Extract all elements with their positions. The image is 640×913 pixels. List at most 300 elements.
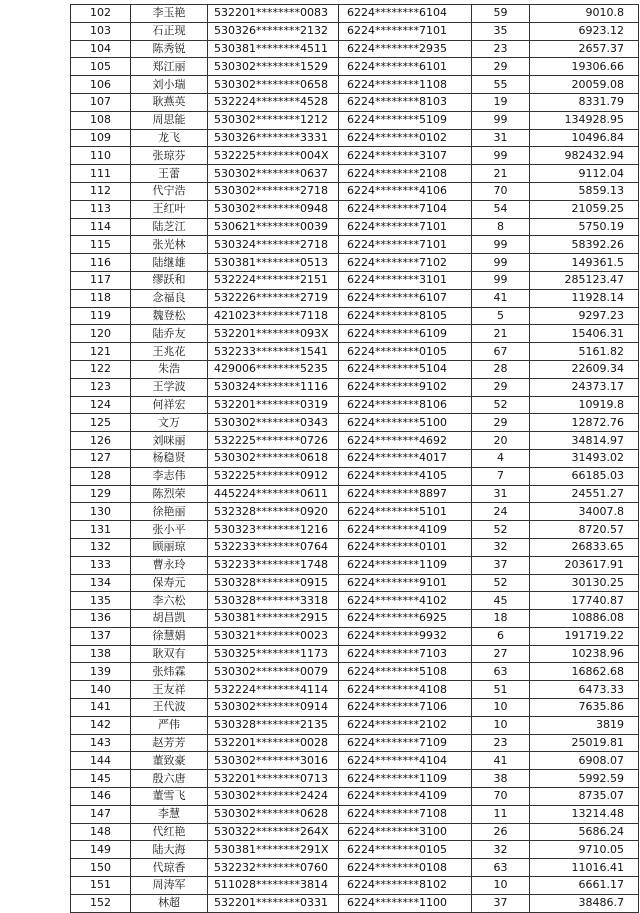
amount-cell: 66185.03 — [530, 467, 639, 485]
table-row — [71, 325, 639, 343]
id-number-cell: 532201********0083 — [208, 5, 339, 23]
id-number-cell: 530321********0023 — [208, 627, 339, 645]
row-number-cell: 115 — [71, 236, 131, 254]
row-number-cell: 134 — [71, 574, 131, 592]
name-cell: 郑江丽 — [131, 58, 208, 76]
name-cell: 代琼香 — [131, 859, 208, 877]
account-number-cell: 6224********8897 — [339, 485, 472, 503]
row-number-cell: 131 — [71, 521, 131, 539]
name-cell: 陈烈荣 — [131, 485, 208, 503]
amount-cell: 8331.79 — [530, 93, 639, 111]
amount-cell: 3819 — [530, 716, 639, 734]
row-number-cell: 113 — [71, 200, 131, 218]
id-number-cell: 530302********0914 — [208, 699, 339, 717]
count-cell: 99 — [472, 111, 530, 129]
account-number-cell: 6224********0108 — [339, 859, 472, 877]
name-cell: 赵芳芳 — [131, 734, 208, 752]
row-number-cell: 143 — [71, 734, 131, 752]
name-cell: 殷六唐 — [131, 770, 208, 788]
account-number-cell: 6224********6109 — [339, 325, 472, 343]
id-number-cell: 429006********5235 — [208, 360, 339, 378]
id-number-cell: 532232********0760 — [208, 859, 339, 877]
name-cell: 王友祥 — [131, 681, 208, 699]
row-number-cell: 103 — [71, 22, 131, 40]
amount-cell: 9710.05 — [530, 841, 639, 859]
name-cell: 李玉艳 — [131, 5, 208, 23]
name-cell: 何祥宏 — [131, 396, 208, 414]
count-cell: 37 — [472, 556, 530, 574]
amount-cell: 10919.8 — [530, 396, 639, 414]
name-cell: 王学波 — [131, 378, 208, 396]
account-number-cell: 6224********6101 — [339, 58, 472, 76]
name-cell: 龙飞 — [131, 129, 208, 147]
count-cell: 10 — [472, 699, 530, 717]
row-number-cell: 135 — [71, 592, 131, 610]
account-number-cell: 6224********7108 — [339, 805, 472, 823]
account-number-cell: 6224********2102 — [339, 716, 472, 734]
row-number-cell: 109 — [71, 129, 131, 147]
row-number-cell: 104 — [71, 40, 131, 58]
count-cell: 41 — [472, 289, 530, 307]
account-number-cell: 6224********0105 — [339, 343, 472, 361]
amount-cell: 6908.07 — [530, 752, 639, 770]
account-number-cell: 6224********8105 — [339, 307, 472, 325]
account-number-cell: 6224********3100 — [339, 823, 472, 841]
id-number-cell: 532225********004X — [208, 147, 339, 165]
count-cell: 41 — [472, 752, 530, 770]
table-row — [71, 76, 639, 94]
count-cell: 63 — [472, 859, 530, 877]
id-number-cell: 530302********3016 — [208, 752, 339, 770]
count-cell: 59 — [472, 5, 530, 23]
count-cell: 37 — [472, 894, 530, 912]
count-cell: 23 — [472, 734, 530, 752]
table-row — [71, 503, 639, 521]
amount-cell: 9297.23 — [530, 307, 639, 325]
id-number-cell: 530381********291X — [208, 841, 339, 859]
row-number-cell: 121 — [71, 343, 131, 361]
account-number-cell: 6224********8102 — [339, 877, 472, 895]
name-cell: 王蕾 — [131, 165, 208, 183]
amount-cell: 10238.96 — [530, 645, 639, 663]
row-number-cell: 116 — [71, 254, 131, 272]
amount-cell: 5161.82 — [530, 343, 639, 361]
account-number-cell: 6224********4017 — [339, 449, 472, 467]
table-row — [71, 841, 639, 859]
table-row — [71, 467, 639, 485]
count-cell: 31 — [472, 129, 530, 147]
name-cell: 李志伟 — [131, 467, 208, 485]
id-number-cell: 530302********0343 — [208, 414, 339, 432]
account-number-cell: 6224********1100 — [339, 894, 472, 912]
id-number-cell: 532201********0331 — [208, 894, 339, 912]
row-number-cell: 127 — [71, 449, 131, 467]
id-number-cell: 532225********0726 — [208, 432, 339, 450]
id-number-cell: 532201********0028 — [208, 734, 339, 752]
name-cell: 刘咪丽 — [131, 432, 208, 450]
table-row — [71, 823, 639, 841]
row-number-cell: 112 — [71, 182, 131, 200]
id-number-cell: 532233********1748 — [208, 556, 339, 574]
account-number-cell: 6224********1109 — [339, 556, 472, 574]
table-row — [71, 182, 639, 200]
account-number-cell: 6224********4106 — [339, 182, 472, 200]
account-number-cell: 6224********7101 — [339, 22, 472, 40]
name-cell: 王兆花 — [131, 343, 208, 361]
name-cell: 李六松 — [131, 592, 208, 610]
table-row — [71, 663, 639, 681]
amount-cell: 20059.08 — [530, 76, 639, 94]
row-number-cell: 128 — [71, 467, 131, 485]
name-cell: 陆继雄 — [131, 254, 208, 272]
name-cell: 陆大海 — [131, 841, 208, 859]
amount-cell: 6923.12 — [530, 22, 639, 40]
row-number-cell: 105 — [71, 58, 131, 76]
count-cell: 28 — [472, 360, 530, 378]
count-cell: 70 — [472, 788, 530, 806]
row-number-cell: 111 — [71, 165, 131, 183]
name-cell: 胡昌凯 — [131, 610, 208, 628]
row-number-cell: 107 — [71, 93, 131, 111]
row-number-cell: 130 — [71, 503, 131, 521]
id-number-cell: 530302********0637 — [208, 165, 339, 183]
table-row — [71, 788, 639, 806]
table-row — [71, 877, 639, 895]
count-cell: 11 — [472, 805, 530, 823]
table-row — [71, 645, 639, 663]
table-row — [71, 699, 639, 717]
row-number-cell: 136 — [71, 610, 131, 628]
records-table — [70, 4, 639, 913]
id-number-cell: 530328********0915 — [208, 574, 339, 592]
account-number-cell: 6224********1109 — [339, 770, 472, 788]
amount-cell: 6661.17 — [530, 877, 639, 895]
row-number-cell: 140 — [71, 681, 131, 699]
id-number-cell: 530302********0628 — [208, 805, 339, 823]
account-number-cell: 6224********5109 — [339, 111, 472, 129]
name-cell: 朱浩 — [131, 360, 208, 378]
account-number-cell: 6224********6107 — [339, 289, 472, 307]
id-number-cell: 530621********0039 — [208, 218, 339, 236]
id-number-cell: 530302********1212 — [208, 111, 339, 129]
account-number-cell: 6224********7109 — [339, 734, 472, 752]
amount-cell: 5686.24 — [530, 823, 639, 841]
row-number-cell: 146 — [71, 788, 131, 806]
count-cell: 38 — [472, 770, 530, 788]
name-cell: 曹永玲 — [131, 556, 208, 574]
id-number-cell: 532233********0764 — [208, 538, 339, 556]
table-row — [71, 894, 639, 912]
account-number-cell: 6224********9932 — [339, 627, 472, 645]
table-row — [71, 716, 639, 734]
row-number-cell: 108 — [71, 111, 131, 129]
row-number-cell: 151 — [71, 877, 131, 895]
count-cell: 70 — [472, 182, 530, 200]
count-cell: 99 — [472, 271, 530, 289]
row-number-cell: 141 — [71, 699, 131, 717]
account-number-cell: 6224********6925 — [339, 610, 472, 628]
row-number-cell: 122 — [71, 360, 131, 378]
row-number-cell: 125 — [71, 414, 131, 432]
row-number-cell: 133 — [71, 556, 131, 574]
amount-cell: 24373.17 — [530, 378, 639, 396]
id-number-cell: 530381********0513 — [208, 254, 339, 272]
row-number-cell: 142 — [71, 716, 131, 734]
table-row — [71, 307, 639, 325]
account-number-cell: 6224********4105 — [339, 467, 472, 485]
name-cell: 代宁浩 — [131, 182, 208, 200]
name-cell: 文万 — [131, 414, 208, 432]
table-row — [71, 574, 639, 592]
name-cell: 周涛军 — [131, 877, 208, 895]
name-cell: 陈秀锐 — [131, 40, 208, 58]
table-row — [71, 414, 639, 432]
table-row — [71, 449, 639, 467]
count-cell: 23 — [472, 40, 530, 58]
name-cell: 石正现 — [131, 22, 208, 40]
account-number-cell: 6224********0102 — [339, 129, 472, 147]
id-number-cell: 511028********3814 — [208, 877, 339, 895]
row-number-cell: 102 — [71, 5, 131, 23]
name-cell: 缪跃和 — [131, 271, 208, 289]
count-cell: 63 — [472, 663, 530, 681]
amount-cell: 38486.7 — [530, 894, 639, 912]
row-number-cell: 118 — [71, 289, 131, 307]
count-cell: 52 — [472, 521, 530, 539]
amount-cell: 5859.13 — [530, 182, 639, 200]
name-cell: 保寿元 — [131, 574, 208, 592]
account-number-cell: 6224********3107 — [339, 147, 472, 165]
count-cell: 27 — [472, 645, 530, 663]
id-number-cell: 530381********4511 — [208, 40, 339, 58]
count-cell: 29 — [472, 58, 530, 76]
id-number-cell: 532328********0920 — [208, 503, 339, 521]
table-row — [71, 289, 639, 307]
id-number-cell: 530326********2132 — [208, 22, 339, 40]
count-cell: 26 — [472, 823, 530, 841]
row-number-cell: 137 — [71, 627, 131, 645]
account-number-cell: 6224********0105 — [339, 841, 472, 859]
amount-cell: 13214.48 — [530, 805, 639, 823]
id-number-cell: 530381********2915 — [208, 610, 339, 628]
amount-cell: 34814.97 — [530, 432, 639, 450]
table-row — [71, 147, 639, 165]
account-number-cell: 6224********7103 — [339, 645, 472, 663]
count-cell: 21 — [472, 165, 530, 183]
account-number-cell: 6224********0101 — [339, 538, 472, 556]
table-row — [71, 859, 639, 877]
table-row — [71, 538, 639, 556]
name-cell: 魏登松 — [131, 307, 208, 325]
row-number-cell: 110 — [71, 147, 131, 165]
row-number-cell: 138 — [71, 645, 131, 663]
name-cell: 念福良 — [131, 289, 208, 307]
row-number-cell: 106 — [71, 76, 131, 94]
amount-cell: 11016.41 — [530, 859, 639, 877]
amount-cell: 30130.25 — [530, 574, 639, 592]
name-cell: 陆芝江 — [131, 218, 208, 236]
account-number-cell: 6224********6104 — [339, 5, 472, 23]
name-cell: 王红叶 — [131, 200, 208, 218]
count-cell: 29 — [472, 414, 530, 432]
account-number-cell: 6224********4104 — [339, 752, 472, 770]
row-number-cell: 148 — [71, 823, 131, 841]
name-cell: 林超 — [131, 894, 208, 912]
table-row — [71, 40, 639, 58]
id-number-cell: 530325********1173 — [208, 645, 339, 663]
count-cell: 5 — [472, 307, 530, 325]
name-cell: 徐艳丽 — [131, 503, 208, 521]
row-number-cell: 144 — [71, 752, 131, 770]
count-cell: 31 — [472, 485, 530, 503]
row-number-cell: 126 — [71, 432, 131, 450]
table-row — [71, 378, 639, 396]
table-row — [71, 627, 639, 645]
account-number-cell: 6224********2935 — [339, 40, 472, 58]
table-row — [71, 521, 639, 539]
amount-cell: 134928.95 — [530, 111, 639, 129]
amount-cell: 58392.26 — [530, 236, 639, 254]
table-row — [71, 93, 639, 111]
account-number-cell: 6224********4102 — [339, 592, 472, 610]
name-cell: 董雪飞 — [131, 788, 208, 806]
id-number-cell: 532201********0319 — [208, 396, 339, 414]
amount-cell: 982432.94 — [530, 147, 639, 165]
row-number-cell: 124 — [71, 396, 131, 414]
table-row — [71, 681, 639, 699]
amount-cell: 7635.86 — [530, 699, 639, 717]
name-cell: 张光林 — [131, 236, 208, 254]
id-number-cell: 532226********2719 — [208, 289, 339, 307]
id-number-cell: 532224********2151 — [208, 271, 339, 289]
id-number-cell: 530302********2718 — [208, 182, 339, 200]
table-row — [71, 734, 639, 752]
amount-cell: 8720.57 — [530, 521, 639, 539]
id-number-cell: 532233********1541 — [208, 343, 339, 361]
id-number-cell: 530302********0079 — [208, 663, 339, 681]
table-row — [71, 432, 639, 450]
name-cell: 陆乔友 — [131, 325, 208, 343]
count-cell: 8 — [472, 218, 530, 236]
id-number-cell: 532224********4114 — [208, 681, 339, 699]
name-cell: 董致豪 — [131, 752, 208, 770]
table-row — [71, 271, 639, 289]
amount-cell: 9112.04 — [530, 165, 639, 183]
name-cell: 代红艳 — [131, 823, 208, 841]
records-table-body — [71, 5, 639, 913]
row-number-cell: 119 — [71, 307, 131, 325]
count-cell: 35 — [472, 22, 530, 40]
amount-cell: 15406.31 — [530, 325, 639, 343]
amount-cell: 11928.14 — [530, 289, 639, 307]
account-number-cell: 6224********3101 — [339, 271, 472, 289]
account-number-cell: 6224********2108 — [339, 165, 472, 183]
id-number-cell: 530322********264X — [208, 823, 339, 841]
id-number-cell: 445224********0611 — [208, 485, 339, 503]
row-number-cell: 123 — [71, 378, 131, 396]
account-number-cell: 6224********5108 — [339, 663, 472, 681]
name-cell: 周思能 — [131, 111, 208, 129]
row-number-cell: 120 — [71, 325, 131, 343]
count-cell: 99 — [472, 236, 530, 254]
account-number-cell: 6224********5104 — [339, 360, 472, 378]
name-cell: 徐慧娟 — [131, 627, 208, 645]
table-row — [71, 129, 639, 147]
table-row — [71, 360, 639, 378]
table-row — [71, 254, 639, 272]
amount-cell: 10886.08 — [530, 610, 639, 628]
table-row — [71, 770, 639, 788]
account-number-cell: 6224********7101 — [339, 236, 472, 254]
count-cell: 10 — [472, 716, 530, 734]
count-cell: 4 — [472, 449, 530, 467]
table-row — [71, 343, 639, 361]
row-number-cell: 139 — [71, 663, 131, 681]
table-row — [71, 556, 639, 574]
amount-cell: 285123.47 — [530, 271, 639, 289]
table-row — [71, 485, 639, 503]
count-cell: 21 — [472, 325, 530, 343]
count-cell: 32 — [472, 538, 530, 556]
name-cell: 严伟 — [131, 716, 208, 734]
count-cell: 7 — [472, 467, 530, 485]
id-number-cell: 530328********3318 — [208, 592, 339, 610]
amount-cell: 8735.07 — [530, 788, 639, 806]
account-number-cell: 6224********4108 — [339, 681, 472, 699]
table-row — [71, 218, 639, 236]
table-row — [71, 200, 639, 218]
table-row — [71, 592, 639, 610]
name-cell: 耿燕英 — [131, 93, 208, 111]
table-row — [71, 165, 639, 183]
account-number-cell: 6224********4109 — [339, 521, 472, 539]
account-number-cell: 6224********7101 — [339, 218, 472, 236]
id-number-cell: 530324********1116 — [208, 378, 339, 396]
amount-cell: 25019.81 — [530, 734, 639, 752]
id-number-cell: 530326********3331 — [208, 129, 339, 147]
count-cell: 18 — [472, 610, 530, 628]
count-cell: 29 — [472, 378, 530, 396]
count-cell: 19 — [472, 93, 530, 111]
amount-cell: 2657.37 — [530, 40, 639, 58]
account-number-cell: 6224********7102 — [339, 254, 472, 272]
name-cell: 张琼芬 — [131, 147, 208, 165]
table-row — [71, 752, 639, 770]
id-number-cell: 421023********7118 — [208, 307, 339, 325]
id-number-cell: 530323********1216 — [208, 521, 339, 539]
amount-cell: 34007.8 — [530, 503, 639, 521]
account-number-cell: 6224********5101 — [339, 503, 472, 521]
table-row — [71, 610, 639, 628]
id-number-cell: 532201********093X — [208, 325, 339, 343]
account-number-cell: 6224********8103 — [339, 93, 472, 111]
account-number-cell: 6224********4109 — [339, 788, 472, 806]
row-number-cell: 149 — [71, 841, 131, 859]
amount-cell: 31493.02 — [530, 449, 639, 467]
amount-cell: 16862.68 — [530, 663, 639, 681]
row-number-cell: 150 — [71, 859, 131, 877]
row-number-cell: 152 — [71, 894, 131, 912]
count-cell: 52 — [472, 396, 530, 414]
id-number-cell: 530302********0658 — [208, 76, 339, 94]
amount-cell: 24551.27 — [530, 485, 639, 503]
amount-cell: 203617.91 — [530, 556, 639, 574]
row-number-cell: 145 — [71, 770, 131, 788]
id-number-cell: 530302********2424 — [208, 788, 339, 806]
amount-cell: 5992.59 — [530, 770, 639, 788]
account-number-cell: 6224********8106 — [339, 396, 472, 414]
table-row — [71, 396, 639, 414]
